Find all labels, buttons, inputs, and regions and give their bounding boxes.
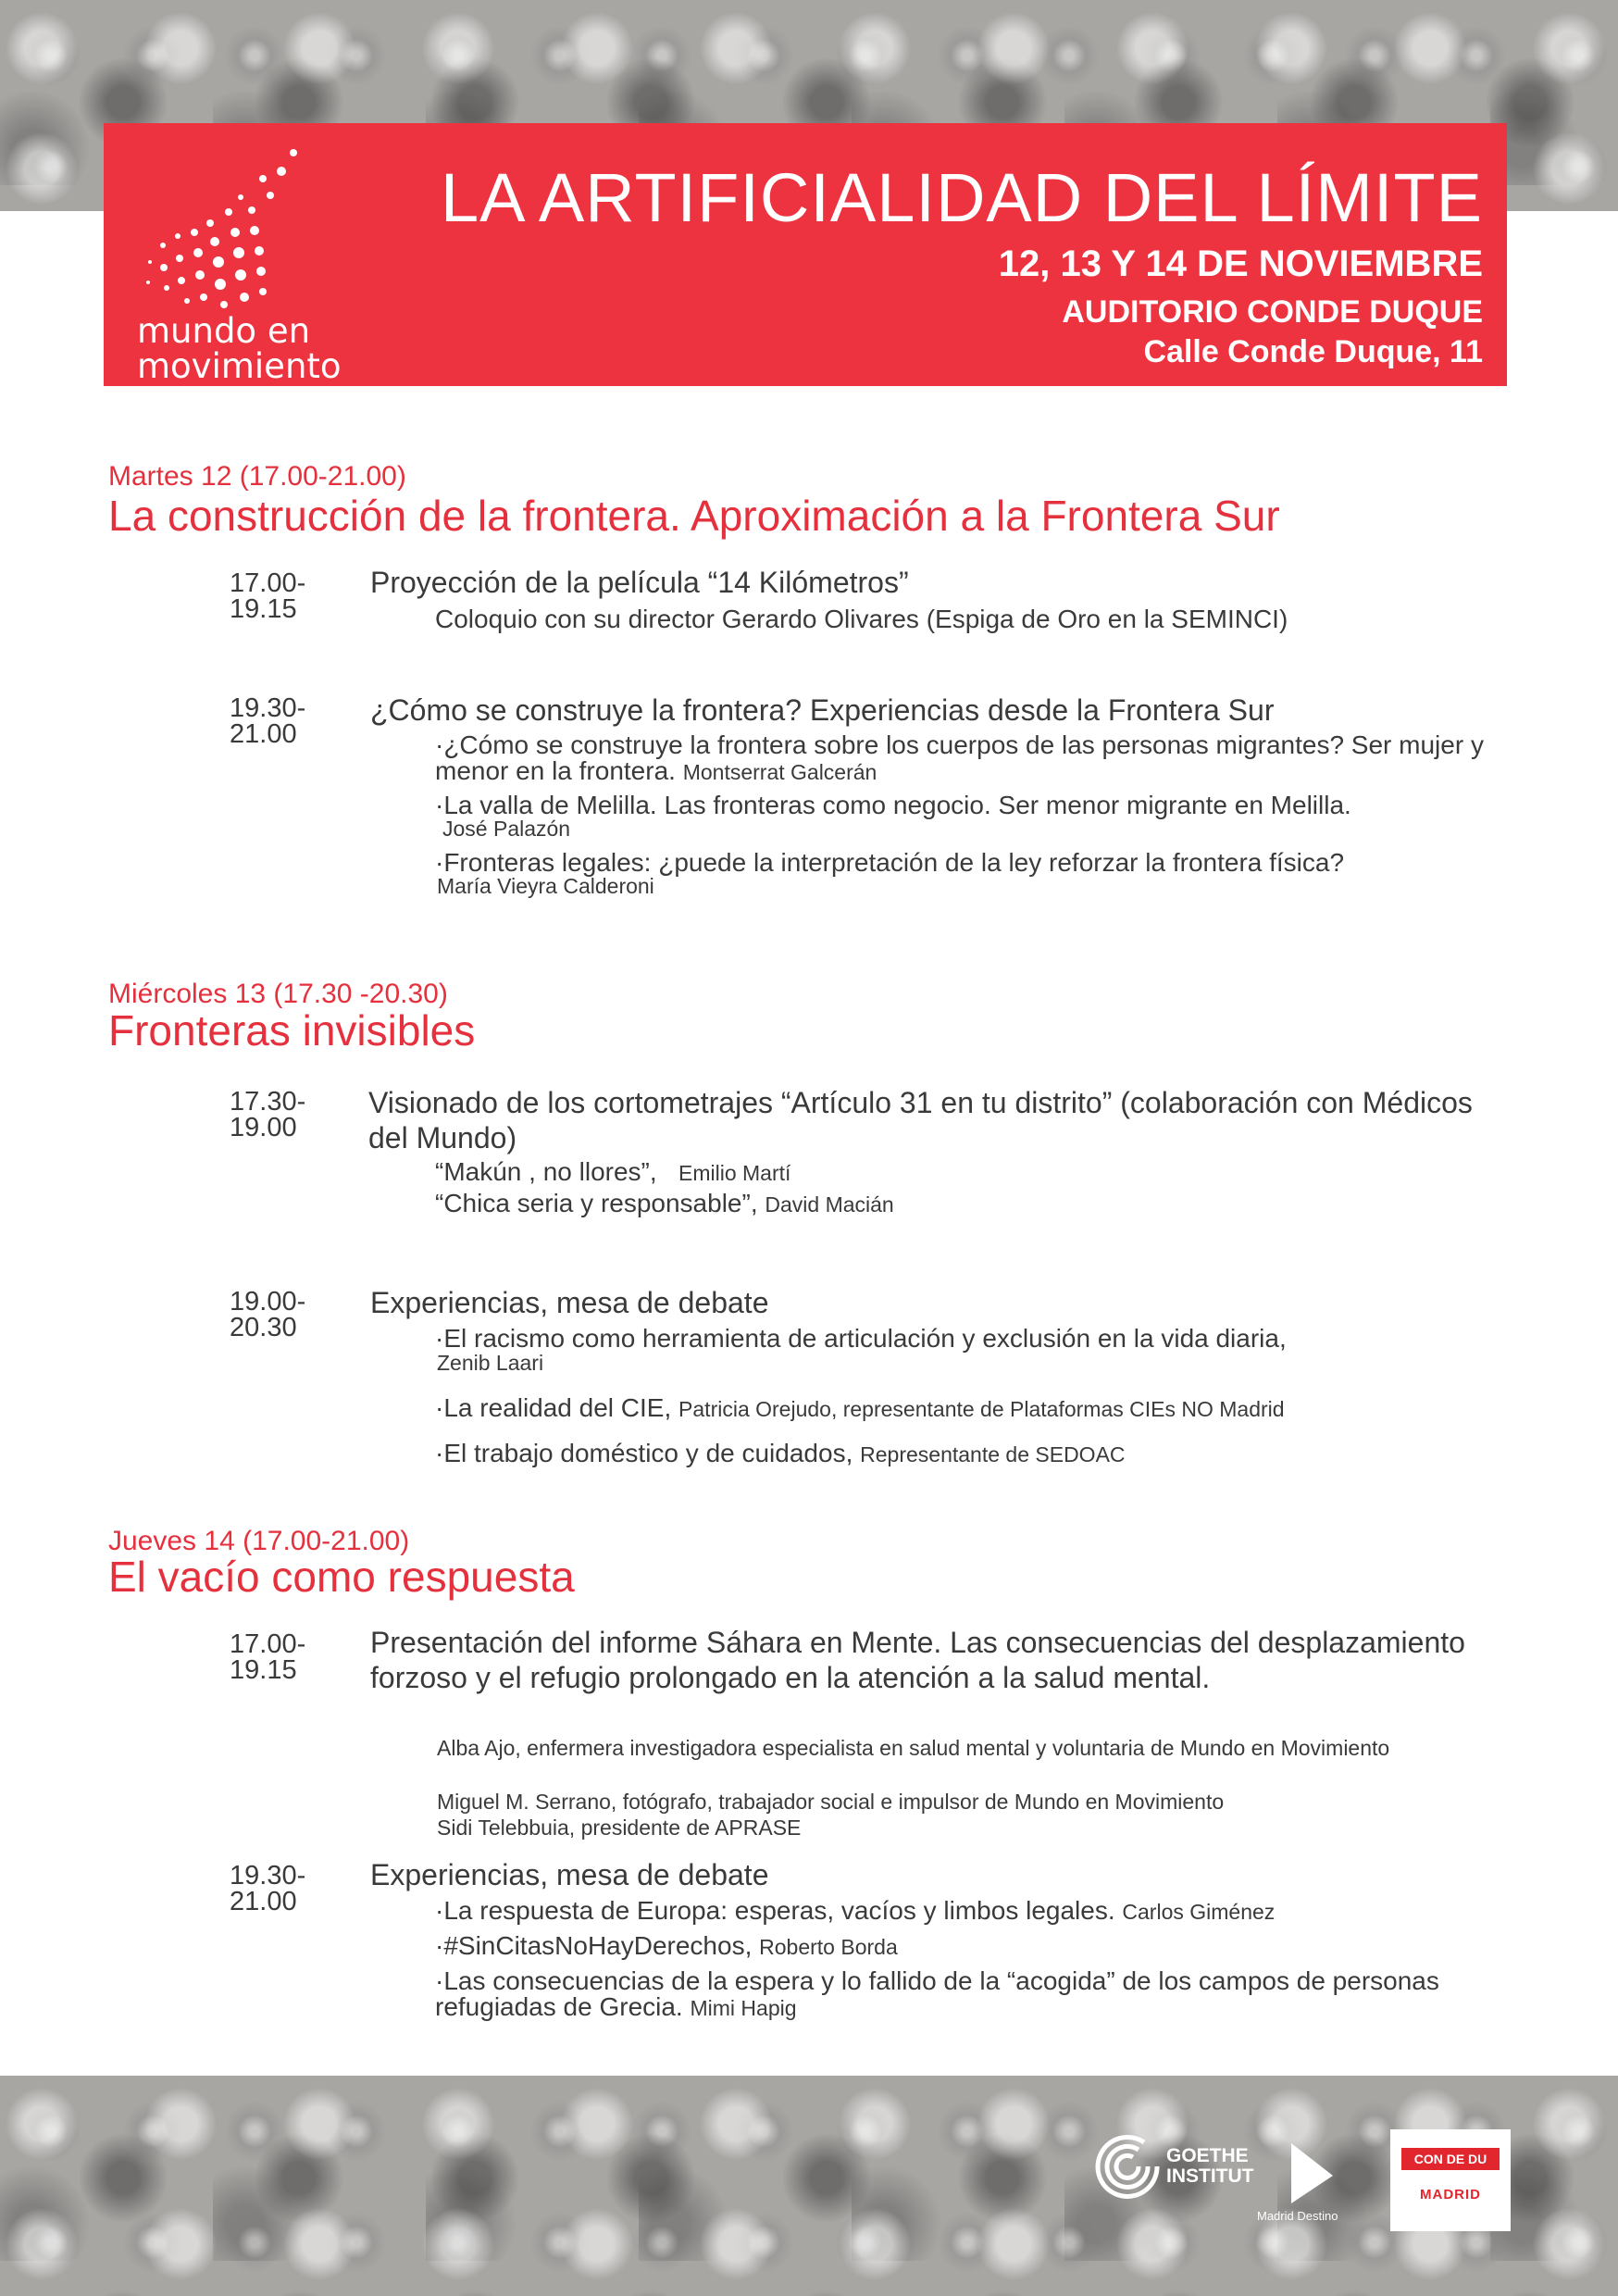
time-start: 17.00- xyxy=(230,1629,306,1659)
day1-s2-title: ¿Cómo se construye la frontera? Experiencias desde la Frontera Sur xyxy=(370,693,1275,727)
event-header xyxy=(104,123,1507,386)
time-end: 21.00 xyxy=(230,719,297,749)
time-start: 17.30- xyxy=(230,1087,306,1117)
logo-text-line1: mundo en xyxy=(137,311,311,351)
day3-s2-title: Experiencias, mesa de debate xyxy=(370,1858,769,1891)
item-speaker: Carlos Giménez xyxy=(1122,1900,1276,1924)
madrid-destino-name: Madrid Destino xyxy=(1257,2209,1338,2223)
day2-s2-item1: ·El racismo como herramienta de articulación y exclusión en la vida diaria, xyxy=(435,1324,1287,1353)
day3-s1-speaker1: Alba Ajo, enfermera investigadora especialista en salud mental y voluntaria de Mundo en Movimiento xyxy=(437,1736,1390,1760)
day1-s2-time xyxy=(230,695,341,747)
day1-s1-title: Proyección de la película “14 Kilómetros” xyxy=(370,566,909,599)
film-title: “Chica seria y responsable”, xyxy=(435,1189,758,1217)
day2-title: Fronteras invisibles xyxy=(108,1006,476,1054)
day2-label: Miércoles 13 (17.30 -20.30) xyxy=(108,979,448,1009)
day1-label: Martes 12 (17.00-21.00) xyxy=(108,461,406,492)
conde-duque-logo xyxy=(1390,2129,1511,2231)
event-venue: AUDITORIO CONDE DUQUE xyxy=(1062,294,1483,330)
day1-s2-item3-speaker: María Vieyra Calderoni xyxy=(437,874,654,898)
day1-s2-item3: ·Fronteras legales: ¿puede la interpretación de la ley reforzar la frontera física? xyxy=(435,848,1345,877)
day3-s2-item2 xyxy=(435,1933,898,1960)
day2-s1-film2 xyxy=(435,1191,894,1217)
item-text: ·La realidad del CIE, xyxy=(435,1393,672,1422)
day2-s1-title: Visionado de los cortometrajes “Artículo 31 en tu distrito” (colaboración con Médicos del Mundo) xyxy=(368,1086,1473,1154)
day1-s2-item2-speaker: José Palazón xyxy=(442,817,571,841)
item-text: ·La respuesta de Europa: esperas, vacíos y limbos legales. xyxy=(435,1896,1115,1925)
day2-s2-item3 xyxy=(435,1441,1126,1467)
item-text: ·Las consecuencias de la espera y lo fallido de la “acogida” de los campos de personas refugiadas de Grecia. xyxy=(435,1966,1439,2021)
day2-s2-item2 xyxy=(435,1395,1285,1422)
film-title: “Makún , no llores”, xyxy=(435,1157,657,1186)
day3-s1-time xyxy=(230,1631,341,1683)
time-start: 17.00- xyxy=(230,568,306,598)
event-title: LA ARTIFICIALIDAD DEL LÍMITE xyxy=(440,159,1483,236)
item-speaker: Patricia Orejudo, representante de Plataformas CIEs NO Madrid xyxy=(678,1397,1285,1421)
day1-s2-item1 xyxy=(435,732,1527,785)
fabric-texture-bottom xyxy=(0,2076,1618,2296)
day1-s1-time xyxy=(230,570,341,622)
time-end: 19.00 xyxy=(230,1113,297,1142)
item-speaker: Representante de SEDOAC xyxy=(860,1442,1126,1466)
day2-s2-title: Experiencias, mesa de debate xyxy=(370,1286,769,1319)
time-end: 21.00 xyxy=(230,1887,297,1916)
time-start: 19.00- xyxy=(230,1287,306,1316)
day2-s1-time xyxy=(230,1089,341,1141)
time-end: 20.30 xyxy=(230,1313,297,1342)
event-address: Calle Conde Duque, 11 xyxy=(1143,334,1483,369)
day1-s2-item2: ·La valla de Melilla. Las fronteras como negocio. Ser menor migrante en Melilla. xyxy=(435,791,1351,819)
film-director: Emilio Martí xyxy=(678,1161,791,1185)
goethe-line2: INSTITUT xyxy=(1166,2165,1254,2187)
day1-title: La construcción de la frontera. Aproximación a la Frontera Sur xyxy=(108,492,1280,540)
time-start: 19.30- xyxy=(230,1861,306,1890)
day2-s2-item1-speaker: Zenib Laari xyxy=(437,1351,544,1375)
item-speaker: Roberto Borda xyxy=(759,1935,898,1959)
goethe-institut-name xyxy=(1166,2146,1254,2187)
item-text: ·El trabajo doméstico y de cuidados, xyxy=(435,1439,853,1467)
logo-text-line2: movimiento xyxy=(137,346,342,386)
conde-duque-name: CON DE DU QUE xyxy=(1401,2148,1500,2170)
day2-s1-film1 xyxy=(435,1159,790,1186)
day3-s1-speaker2: Miguel M. Serrano, fotógrafo, trabajador social e impulsor de Mundo en Movimiento xyxy=(437,1790,1225,1814)
day3-s2-time xyxy=(230,1863,341,1915)
day3-s1-speaker3: Sidi Telebbuia, presidente de APRASE xyxy=(437,1816,802,1840)
day3-s1-title: Presentación del informe Sáhara en Mente. Las consecuencias del desplazamiento forzoso y el refugio prolongado en la atención a la salud mental. xyxy=(370,1626,1465,1694)
time-end: 19.15 xyxy=(230,1655,297,1685)
film-director: David Macián xyxy=(765,1192,894,1217)
item-speaker: Montserrat Galcerán xyxy=(682,760,877,784)
day3-label: Jueves 14 (17.00-21.00) xyxy=(108,1526,410,1556)
time-start: 19.30- xyxy=(230,693,306,723)
time-end: 19.15 xyxy=(230,594,297,624)
dots-logo-icon xyxy=(122,132,344,318)
mundo-en-movimiento-logo xyxy=(122,132,344,386)
goethe-line1: GOETHE xyxy=(1166,2145,1249,2166)
day1-s1-desc: Coloquio con su director Gerardo Olivares (Espiga de Oro en la SEMINCI) xyxy=(435,605,1288,633)
day3-title: El vacío como respuesta xyxy=(108,1553,575,1601)
day2-s2-time xyxy=(230,1289,341,1341)
day3-s2-item1 xyxy=(435,1898,1275,1925)
event-dates: 12, 13 Y 14 DE NOVIEMBRE xyxy=(998,243,1483,284)
item-text: ·#SinCitasNoHayDerechos, xyxy=(435,1931,753,1960)
item-text: ·¿Cómo se construye la frontera sobre los cuerpos de las personas migrantes? Ser mujer y menor en la frontera. xyxy=(435,730,1484,785)
item-speaker: Mimi Hapig xyxy=(690,1996,797,2020)
madrid-label: MADRID xyxy=(1420,2187,1481,2202)
day3-s2-item3 xyxy=(435,1968,1481,2021)
